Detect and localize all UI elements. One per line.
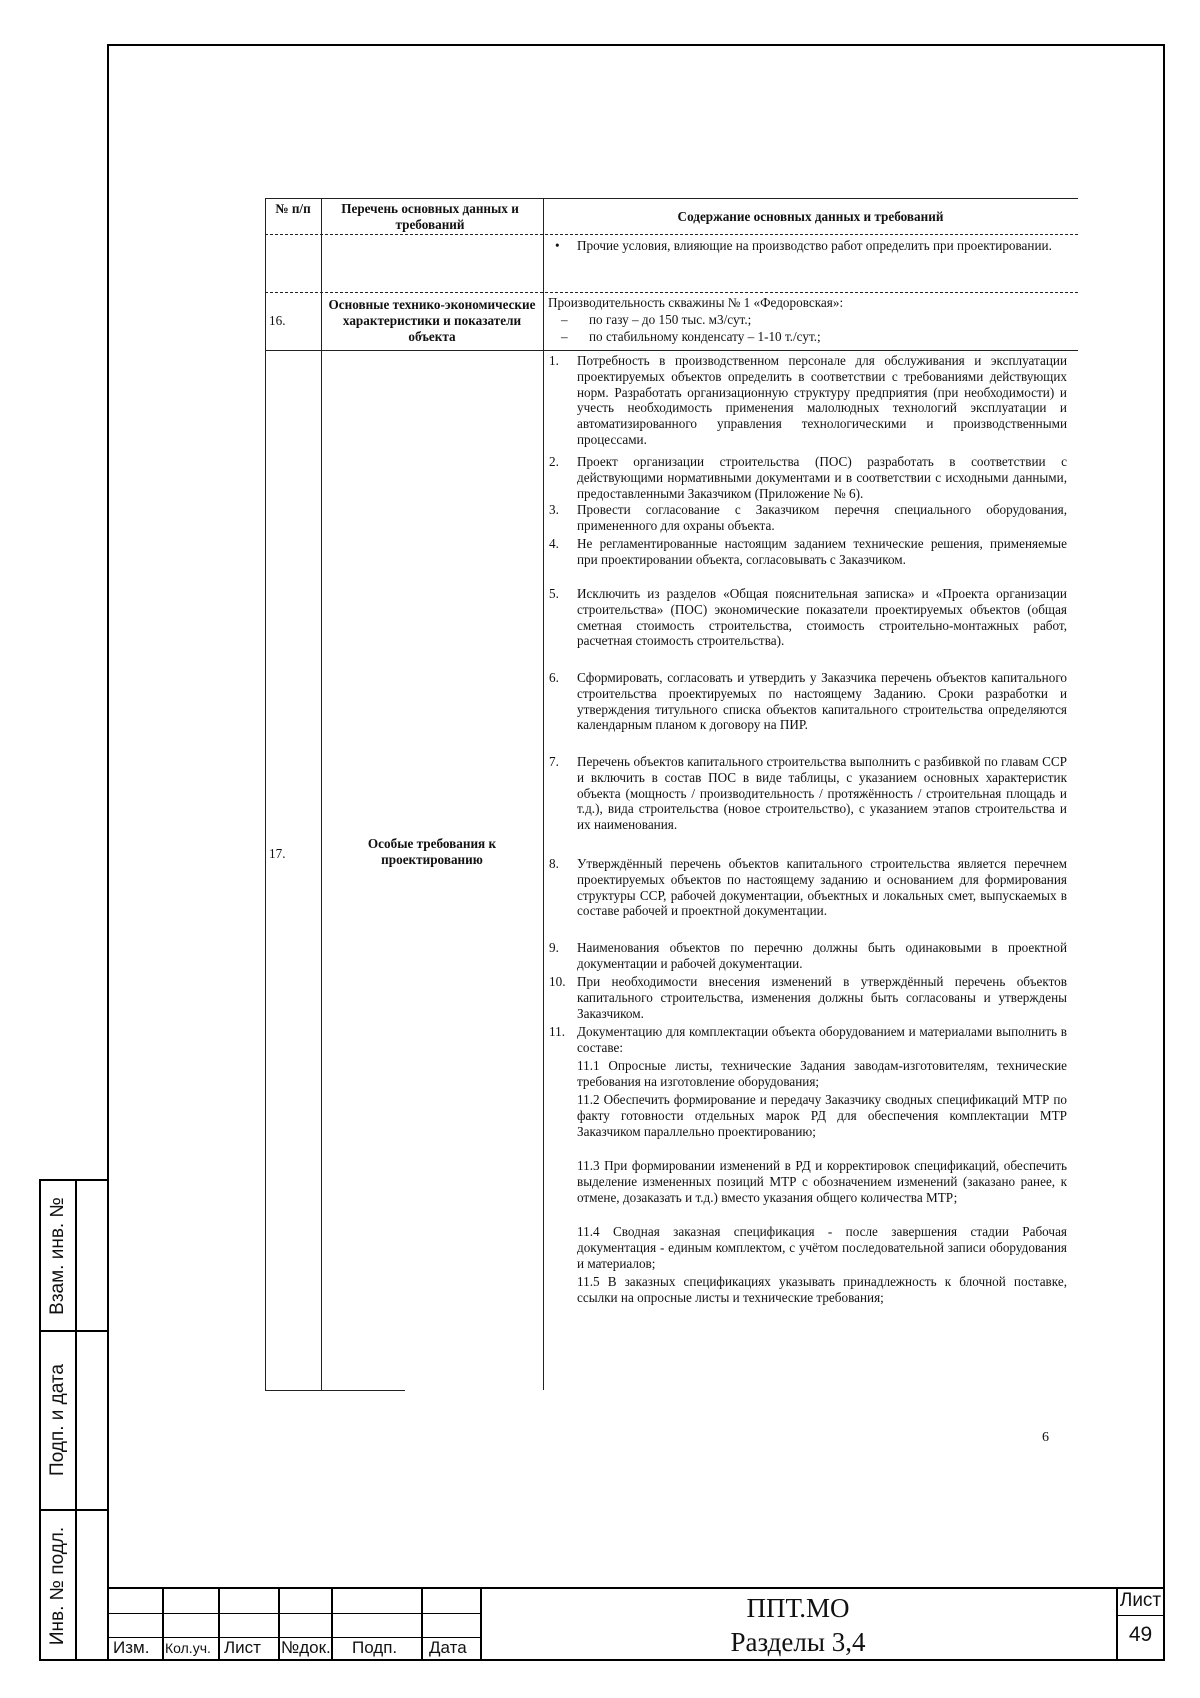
list-item: 8. Утверждённый перечень объектов капитального строительства является перечнем проектируемых объектов по настоящему заданию и основанием для формирования структуры ССР, рабочей документации, объектных и локальных смет, выпускаемых в составе рабочей и проектной документации. — [549, 856, 1067, 919]
header-list: Перечень основных данных и требований — [341, 201, 519, 232]
stamp-izm: Изм. — [113, 1638, 150, 1657]
list-item: 3. Провести согласование с Заказчиком перечня специального оборудования, примененного для охраны объекта. — [549, 502, 1067, 533]
side-label-vzam: Взам. инв. № — [47, 1196, 68, 1315]
row17-num: 17. — [269, 846, 286, 861]
prev-bullet: • Прочие условия, влияющие на производство работ определить при проектировании. — [555, 238, 1052, 253]
doc-title: Разделы 3,4 — [730, 1627, 866, 1657]
row16-item: – по газу – до 150 тыс. м3/сут.; — [561, 312, 752, 327]
side-label-inv: Инв. № подл. — [47, 1526, 69, 1646]
list-item: 1. Потребность в производственном персонале для обслуживания и эксплуатации проектируемых объектов определить в соответствии с требованиями действующих норм. Разработать организационную структуру предприятия (при необходимости) и учесть необходимость применения малолюдных технологий эксплуатации и автоматизированного управления технологическими и производственными процессами. — [549, 353, 1067, 447]
list-item: 11. Документацию для комплектации объекта оборудованием и материалами выполнить в составе: — [549, 1024, 1067, 1055]
list-item: 2. Проект организации строительства (ПОС) разработать в соответствии с действующими нормативными документами и в соответствии с исходными данными, предоставленными Заказчиком (Приложение № 6). — [549, 454, 1067, 501]
sheet-number: 49 — [1128, 1623, 1153, 1646]
list-item: 10. При необходимости внесения изменений в утверждённый перечень объектов капитального строительства, изменения должны быть согласованы и утверждены Заказчиком. — [549, 974, 1067, 1021]
doc-code: ППТ.МО — [746, 1593, 850, 1623]
sheet-label: Лист — [1119, 1590, 1162, 1611]
binding-strip — [39, 1179, 107, 1661]
list-item: 7. Перечень объектов капитального строительства выполнить с разбивкой по главам ССР и включить в состав ПОС в виде таблицы, с указанием основных характеристик объекта (мощность / производительность / протяжённость / строительная площадь и т.д.), вида строительства (новое строительство), с указанием этапов строительства и их наименования. — [549, 754, 1067, 833]
row16-num: 16. — [269, 313, 286, 328]
sub-item: 11.5 В заказных спецификациях указывать принадлежность к блочной поставке, ссылки на опросные листы и технические требования; — [577, 1274, 1067, 1305]
row17-title: Особые требования к проектированию — [367, 836, 497, 867]
sub-item: 11.3 При формировании изменений в РД и корректировок спецификаций, обеспечить выделение измененных позиций МТР с обозначением изменений (заказано ранее, к отмене, дозаказать и т.д.) вместо указания общего количества МТР; — [577, 1158, 1067, 1205]
row16-item: – по стабильному конденсату – 1-10 т./сут.; — [561, 329, 821, 344]
list-item: 6. Сформировать, согласовать и утвердить у Заказчика перечень объектов капитального строительства проектируемых по настоящему Заданию. Сроки разработки и утверждения титульного списка объектов капитального строительства определяются календарным планом к договору на ПИР. — [549, 670, 1067, 733]
stamp-podp: Подп. — [352, 1638, 398, 1657]
stamp-ndok: №док. — [281, 1638, 331, 1657]
sub-item: 11.2 Обеспечить формирование и передачу Заказчику сводных спецификаций МТР по факту готовности отдельных марок РД для обеспечения комплектации МТР Заказчиком параллельно проектированию; — [577, 1092, 1067, 1139]
side-label-podp: Подп. и дата — [47, 1363, 69, 1476]
stamp-data: Дата — [429, 1638, 467, 1657]
list-item: 5. Исключить из разделов «Общая пояснительная записка» и «Проекта организации строительства» (ПОС) экономические показатели проектируемых объектов (общая сметная стоимость строительства, стоимость строительно-монтажных работ, расчетная стоимость строительства). — [549, 586, 1067, 649]
sub-item: 11.4 Сводная заказная спецификация - после завершения стадии Рабочая документация - единым комплектом, с учётом последовательной записи оборудования и материалов; — [577, 1224, 1067, 1271]
sub-item: 11.1 Опросные листы, технические Задания заводам-изготовителям, технические требования на изготовление оборудования; — [577, 1058, 1067, 1089]
row16-intro: Производительность скважины № 1 «Федоровская»: — [548, 295, 844, 310]
page-number: 6 — [1042, 1430, 1049, 1445]
header-content: Содержание основных данных и требований — [677, 209, 944, 224]
stamp-list: Лист — [224, 1638, 261, 1657]
title-block — [107, 1587, 1165, 1661]
list-item: 4. Не регламентированные настоящим заданием технические решения, применяемые при проектировании объекта, согласовывать с Заказчиком. — [549, 536, 1067, 567]
row16-title: Основные технико-экономические характеристики и показатели объекта — [328, 297, 536, 344]
list-item: 9. Наименования объектов по перечню должны быть одинаковыми в проектной документации и рабочей документации. — [549, 940, 1067, 971]
stamp-kol: Кол.уч. — [165, 1640, 211, 1656]
header-num: № п/п — [275, 201, 311, 216]
